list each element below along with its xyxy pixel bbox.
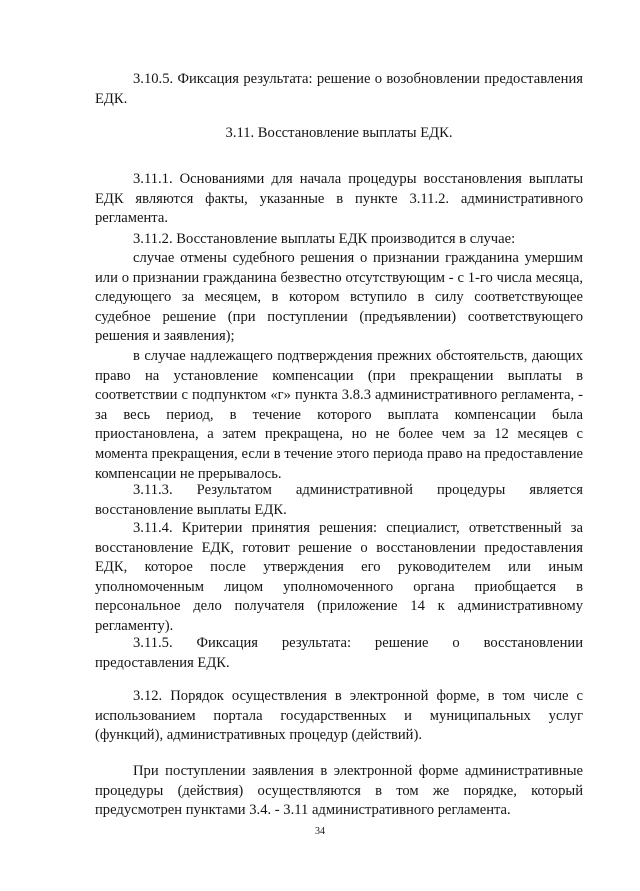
paragraph-3-11-5: 3.11.5. Фиксация результата: решение о восстановлении предоставления ЕДК.: [95, 635, 583, 671]
paragraph-3-10-5: 3.10.5. Фиксация результата: решение о возобновлении предоставления ЕДК.: [95, 71, 583, 107]
paragraph-3-11-2: 3.11.2. Восстановление выплаты ЕДК производится в случае:: [133, 231, 516, 247]
page-number: 34: [315, 826, 325, 837]
paragraph-3-11-3: 3.11.3. Результатом административной процедуры является восстановление выплаты ЕДК.: [95, 482, 583, 518]
paragraph-3-11-4: 3.11.4. Критерии принятия решения: специалист, ответственный за восстановление ЕДК, готовит решение о восстановлении предоставления ЕДК, которое после утверждения его руководителем или иным уполномоченным лицом уполномоченного органа приобщается в персональное дело получателя (приложение 14 к административному регламенту).: [95, 520, 583, 634]
section-heading-3-11: 3.11. Восстановление выплаты ЕДК.: [225, 125, 453, 141]
paragraph-case-court-decision: случае отмены судебного решения о признании гражданина умершим или о признании гражданина безвестно отсутствующим - с 1-го числа месяца, следующего за месяцем, в котором вступило в силу соответствующее судебное решение (при поступлении (предъявлении) соответствующего решения и заявления);: [95, 250, 583, 345]
paragraph-electronic-form: При поступлении заявления в электронной форме административные процедуры (действия) осуществляются в том же порядке, который предусмотрен пунктами 3.4. - 3.11 административного регламента.: [95, 763, 583, 819]
paragraph-case-confirmation: в случае надлежащего подтверждения прежних обстоятельств, дающих право на установление компенсации (при прекращении выплаты в соответствии с подпунктом «г» пункта 3.8.3 административного регламента, - за весь период, в течение которого выплата компенсации была приостановлена, а затем прекращена, но не более чем за 12 месяцев с момента прекращения, если в течение этого периода право на предоставление компенсации не прерывалось.: [95, 348, 583, 482]
paragraph-3-11-1: 3.11.1. Основаниями для начала процедуры восстановления выплаты ЕДК являются факты, указанные в пункте 3.11.2. административного регламента.: [95, 171, 583, 227]
paragraph-3-12: 3.12. Порядок осуществления в электронной форме, в том числе с использованием портала государственных и муниципальных услуг (функций), административных процедур (действий).: [95, 688, 583, 744]
